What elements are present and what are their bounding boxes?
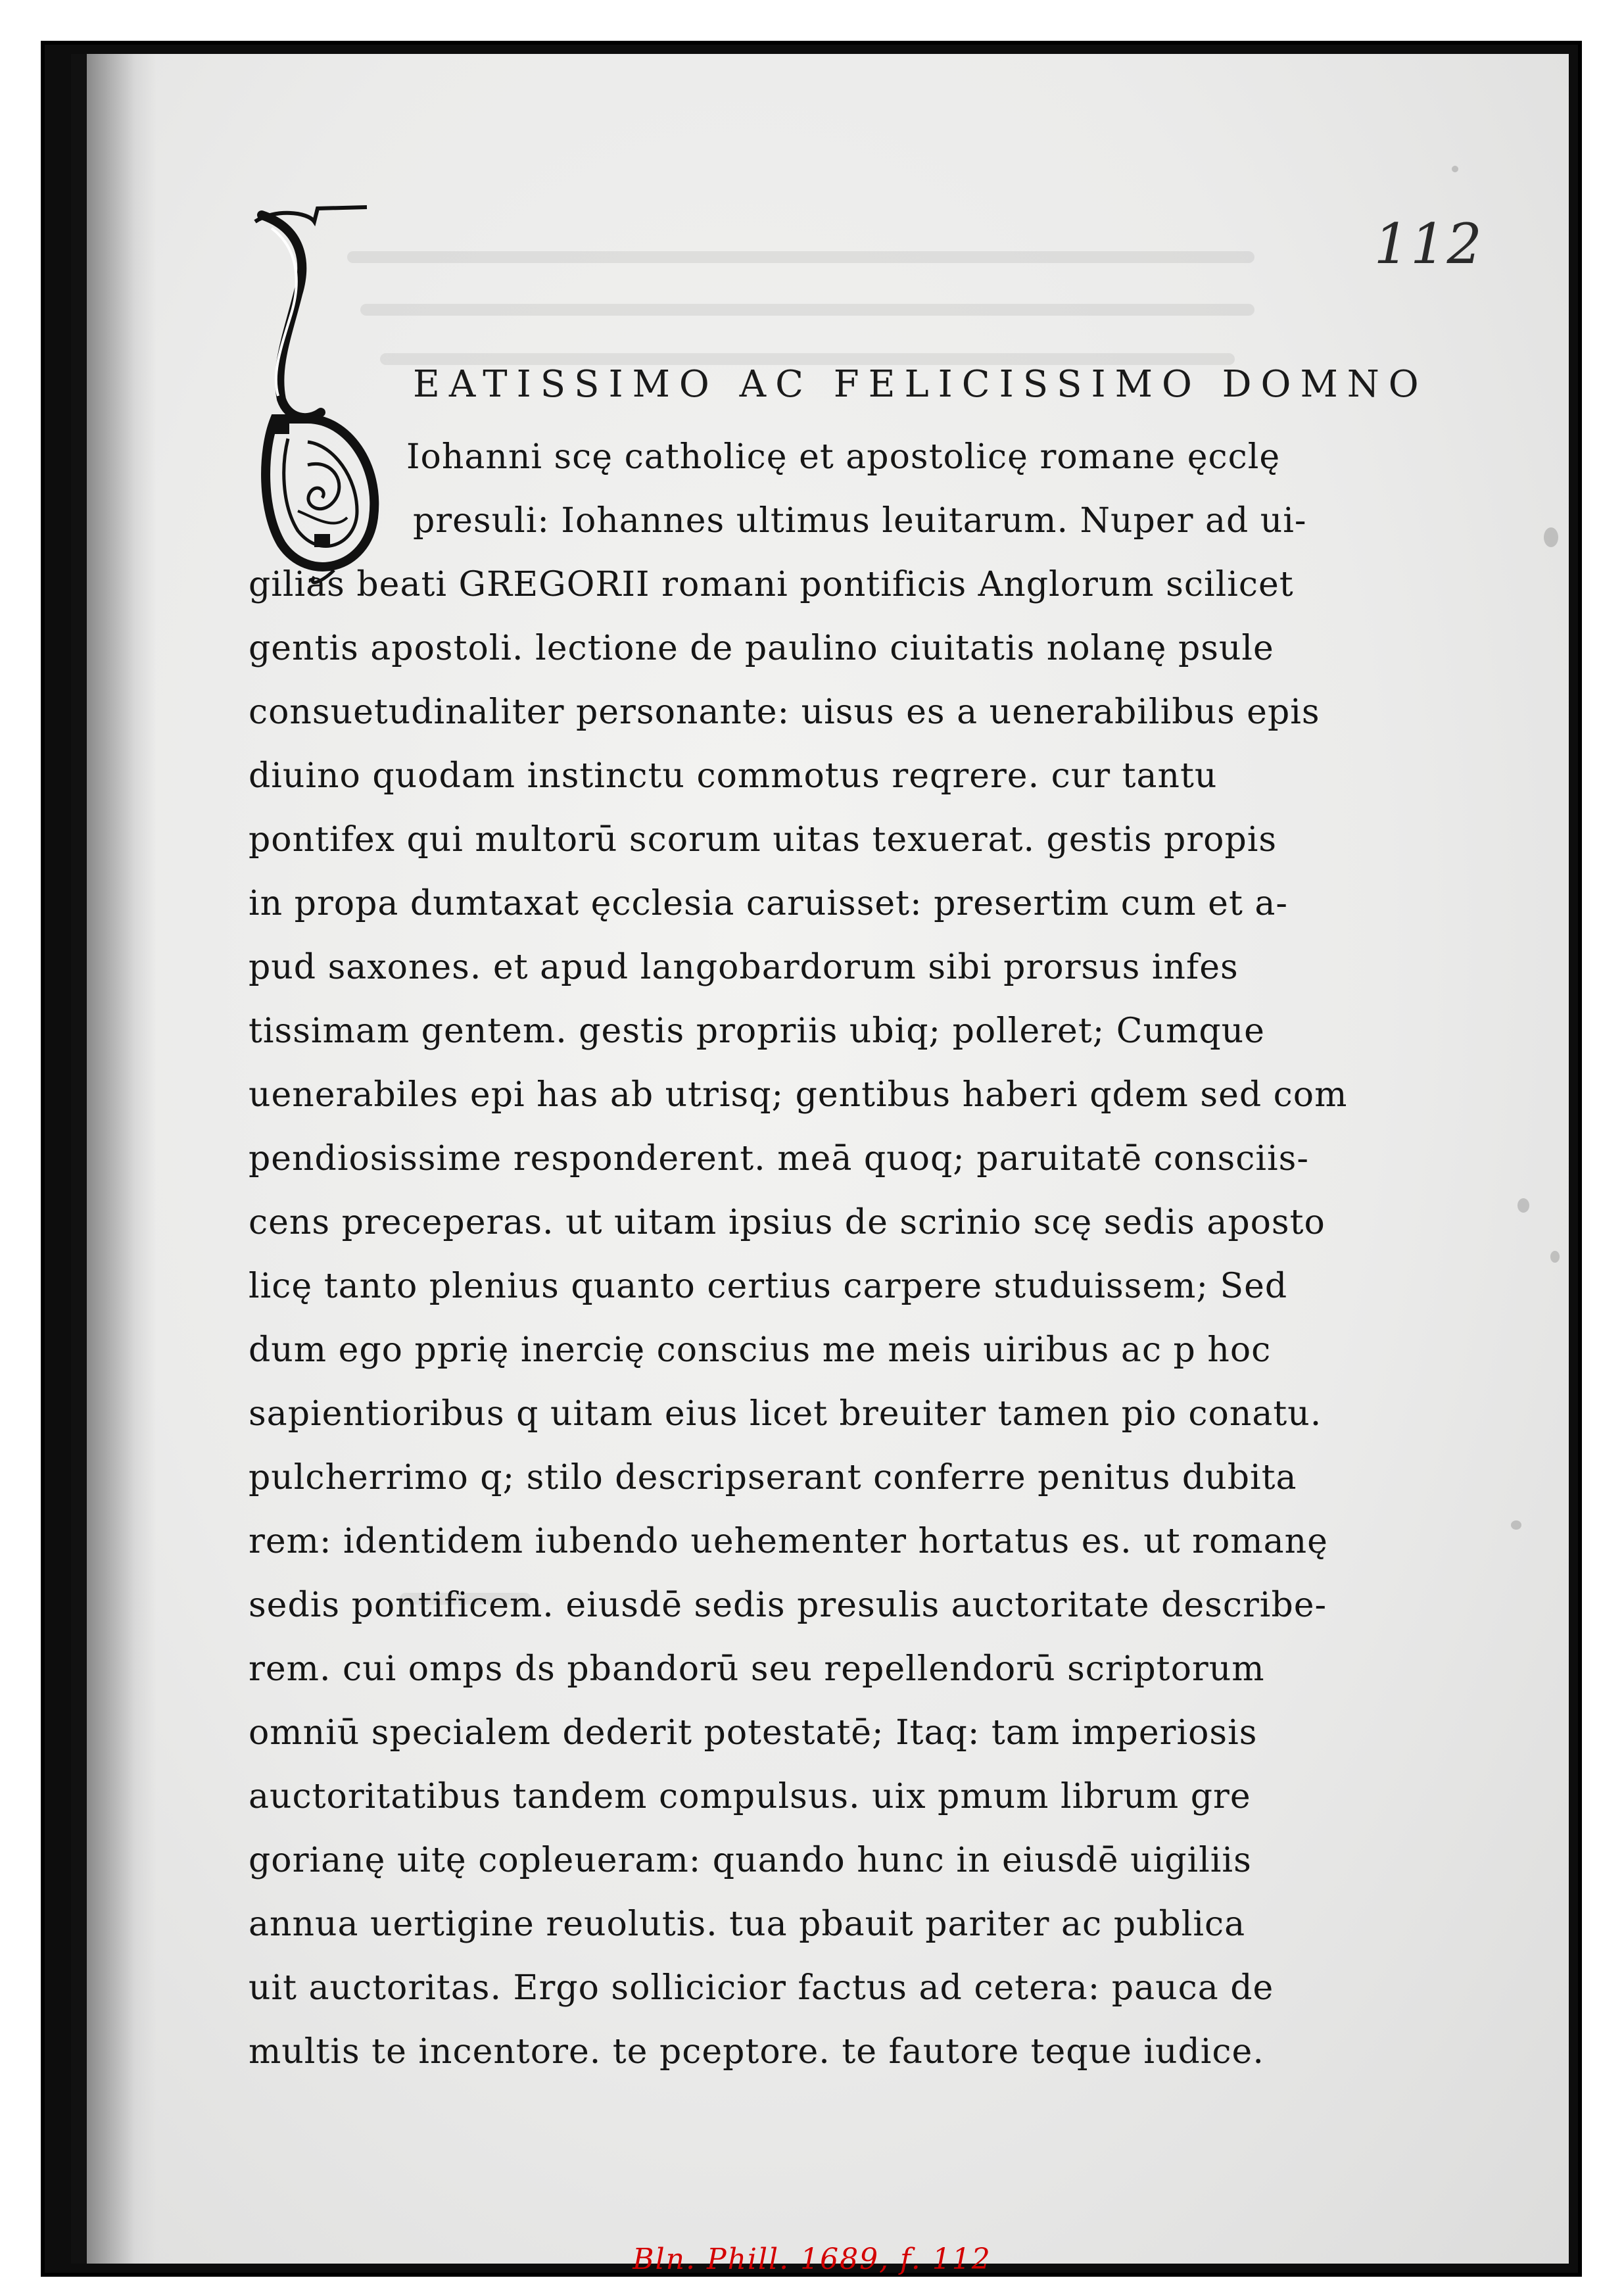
text-line: gentis apostoli. lectione de paulino ciuitatis nolanę psule [249,629,1274,668]
text-line: diuino quodam instinctu commotus reqrere. cur tantu [249,756,1218,796]
decorated-initial-b-icon [235,202,400,590]
text-line: tissimam gentem. gestis propriis ubiq; polleret; Cumque [249,1011,1265,1051]
shelfmark-caption: Bln. Phill. 1689, f. 112 [633,2243,991,2276]
text-line: sapientioribus q uitam eius licet breuiter tamen pio conatu. [249,1394,1322,1434]
text-line: gilias beati GREGORII romani pontificis Anglorum scilicet [249,565,1294,604]
headline-capitals: EATISSIMO AC FELICISSIMO DOMNO [413,363,1428,406]
text-line: Iohanni scę catholicę et apostolicę romane ęcclę [406,437,1281,477]
text-line: licę tanto plenius quanto certius carpere studuissem; Sed [249,1267,1288,1306]
text-line: pendiosissime responderent. meā quoq; paruitatē consciis- [249,1139,1309,1178]
text-line: in propa dumtaxat ęcclesia caruisset: presertim cum et a- [249,884,1288,923]
text-line: uit auctoritas. Ergo sollicicior factus ad cetera: pauca de [249,1968,1274,2008]
text-line: pontifex qui multorū scorum uitas texuerat. gestis propis [249,820,1278,860]
text-line: annua uertigine reuolutis. tua pbauit pariter ac publica [249,1905,1246,1944]
text-line: auctoritatibus tandem compulsus. uix pmum librum gre [249,1777,1251,1816]
text-line: pulcherrimo q; stilo descripserant conferre penitus dubita [249,1458,1297,1497]
text-line: sedis pontificem. eiusdē sedis presulis auctoritate describe- [249,1586,1327,1625]
text-line: rem: identidem iubendo uehementer hortatus es. ut romanę [249,1522,1328,1561]
text-line: uenerabiles epi has ab utrisq; gentibus haberi qdem sed com [249,1075,1348,1115]
text-line: pud saxones. et apud langobardorum sibi prorsus infes [249,948,1239,987]
text-line: dum ego pprię inercię conscius me meis uiribus ac p hoc [249,1330,1272,1370]
text-line: presuli: Iohannes ultimus leuitarum. Nuper ad ui- [413,501,1307,541]
text-line: cens preceperas. ut uitam ipsius de scrinio scę sedis aposto [249,1203,1325,1242]
folio-number: 112 [1373,212,1483,276]
text-line: consuetudinaliter personante: uisus es a uenerabilibus epis [249,692,1320,732]
text-line: rem. cui omps ds pbandorū seu repellendorū scriptorum [249,1649,1265,1689]
binding-edge [71,54,87,2264]
text-line: omniū specialem dederit potestatē; Itaq: tam imperiosis [249,1713,1258,1753]
manuscript-photograph [41,41,1582,2277]
text-line: gorianę uitę copleueram: quando hunc in eiusdē uigiliis [249,1841,1252,1880]
text-line: multis te incentore. te pceptore. te fautore teque iudice. [249,2032,1264,2072]
manuscript-page [71,54,1569,2264]
